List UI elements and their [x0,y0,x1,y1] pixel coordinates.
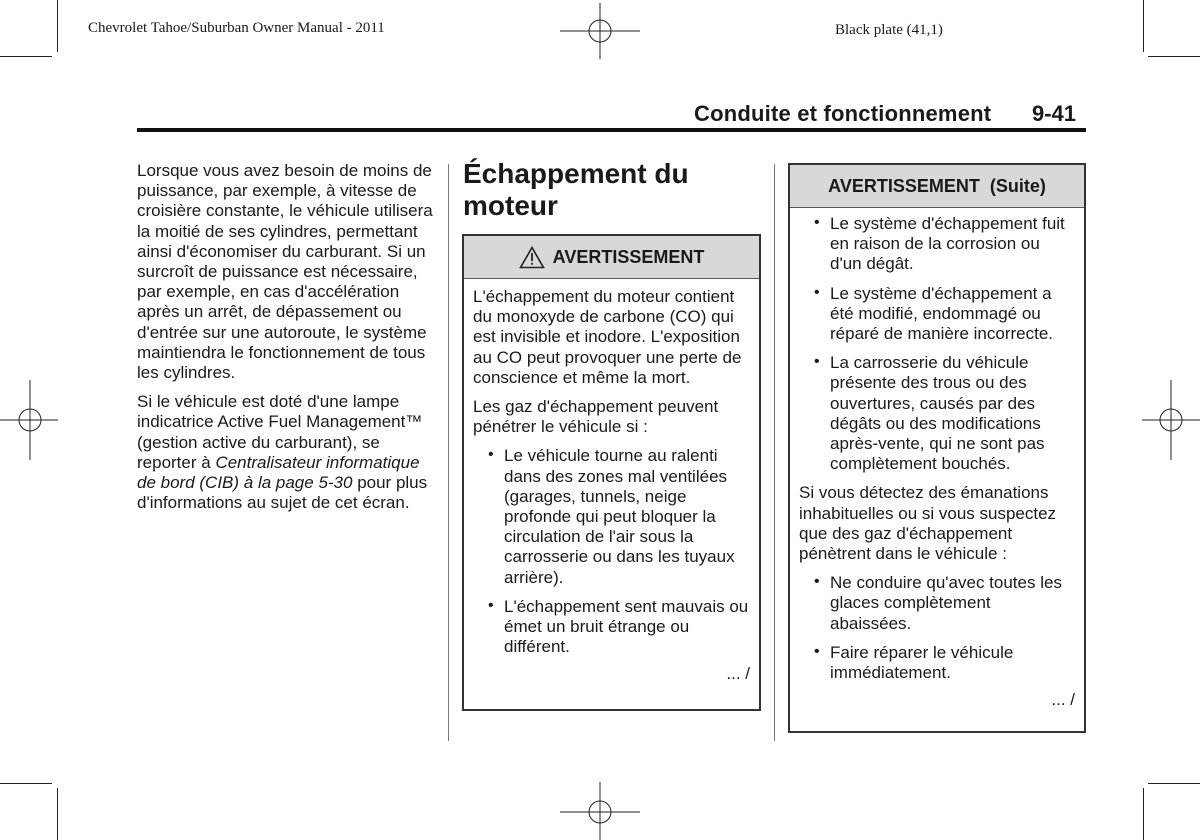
warning-body-continued [790,208,1084,710]
crop-mark-tr-v [1143,0,1144,52]
crop-mark-br-h [1148,783,1200,784]
crop-mark-tl-v [57,0,58,52]
warning-title-continued: AVERTISSEMENT (Suite) [828,175,1046,196]
paragraph-active-fuel-management [137,392,437,513]
list-item: • Ne conduire qu'avec toutes les glaces complètement abaissées. [799,573,1075,634]
list-item: • L'échappement sent mauvais ou émet un bruit étrange ou différent. [473,597,750,658]
warning-header [464,236,759,279]
list-item: • La carrosserie du véhicule présente des trous ou des ouvertures, causés par des dégâts ou des modifications après-vente, qui ne sont pas complètement bouchés. [799,353,1075,474]
paragraph-fuel-management: Lorsque vous avez besoin de moins de puissance, par exemple, à vitesse de croisière constante, le véhicule utilisera la moitié de ses cylindres, permettant ainsi d'économiser du carburant. Si un surcroît de puissance est nécessaire, par exemple, en cas d'accélération après un arrêt, de dépassement ou d'entrée sur une autoroute, le système maintiendra le fonctionnement de tous les cylindres. [137,161,433,383]
registration-mark-top-icon [560,3,640,59]
crop-mark-bl-h [0,783,52,784]
cross-reference-link[interactable]: Centralisateur informatique de bord (CIB) à la page 5-30 [137,452,420,493]
continued-marker: ... / [1051,690,1075,710]
column-divider-2 [774,164,775,741]
warning-box-continued [788,163,1086,733]
document-title: Chevrolet Tahoe/Suburban Owner Manual - 2011 [88,20,385,36]
warning-box-exhaust [462,234,761,711]
section-title: Conduite et fonctionnement [694,101,992,126]
list-item: • Le véhicule tourne au ralenti dans des zones mal ventilées (garages, tunnels, neige profonde qui peut bloquer la circulation de l'air sous la carrosserie ou dans les tuyaux arrière). [473,446,750,587]
crop-mark-tl-h [0,56,52,57]
crop-mark-tr-h [1148,56,1200,57]
warning-triangle-icon [519,246,545,269]
list-item: • Le système d'échappement fuit en raison de la corrosion ou d'un dégât. [799,214,1075,275]
page-number: 9-41 [1032,101,1077,126]
warning-bullet-list-causes [799,214,1075,474]
registration-mark-left-icon [0,380,58,460]
warning-body [464,279,759,685]
heading-engine-exhaust: Échappement du moteur [463,158,689,221]
list-item: • Faire réparer le véhicule immédiatement. [799,643,1075,683]
warning-bullet-list [473,446,750,657]
list-item: • Le système d'échappement a été modifié, endommagé ou réparé de manière incorrecte. [799,284,1075,345]
warning-bullet-list-actions [799,573,1075,683]
plate-label: Black plate (41,1) [835,22,943,38]
warning-paragraph-detect: Si vous détectez des émanations inhabituelles ou si vous suspectez que des gaz d'échappement pénètrent dans le véhicule : [799,483,1057,564]
crop-mark-bl-v [57,788,58,840]
paragraph-text-before: Si le véhicule est doté d'une lampe indicatrice Active Fuel Management™ (gestion active du carburant), se reporter à [137,392,423,472]
warning-paragraph-entry: Les gaz d'échappement peuvent pénétrer le véhicule si : [473,397,719,437]
registration-mark-bottom-icon [560,782,640,840]
registration-mark-right-icon [1142,380,1200,460]
column-left [137,161,437,522]
header-rule [137,128,1086,132]
warning-paragraph-co: L'échappement du moteur contient du monoxyde de carbone (CO) qui est invisible et inodore. L'exposition au CO peut provoquer une perte de conscience et même la mort. [473,287,742,387]
continued-marker: ... / [726,664,750,684]
warning-title: AVERTISSEMENT [552,246,705,267]
paragraph-text-after: pour plus d'informations au sujet de cet écran. [137,473,428,513]
warning-header-continued [790,165,1084,208]
crop-mark-br-v [1143,788,1144,840]
column-divider-1 [448,164,449,741]
